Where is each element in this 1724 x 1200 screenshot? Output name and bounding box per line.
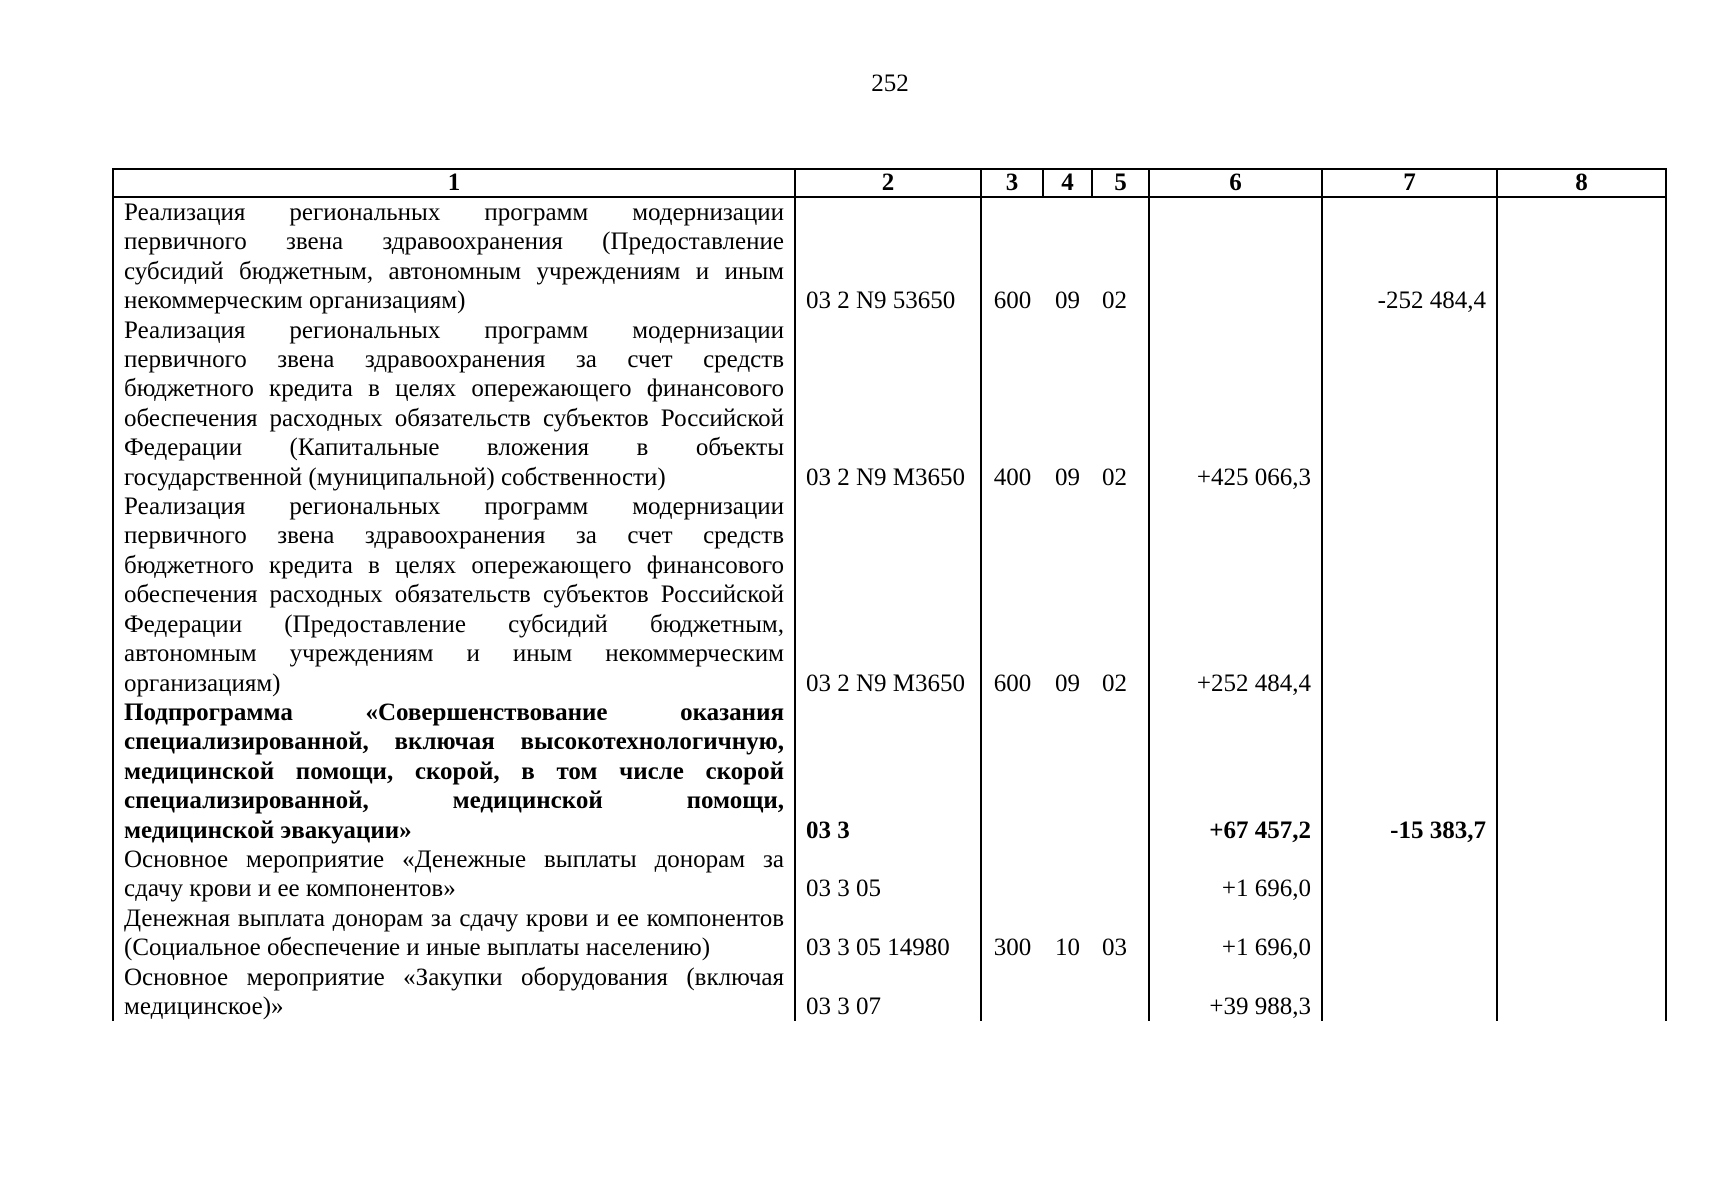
row-expense-type-cell: 600: [981, 492, 1043, 698]
row-name-cell: Реализация региональных программ модернизации первичного звена здравоохранения за счет средств бюджетного кредита в целях опережающего финансового обеспечения расходных обязательств субъектов Российской Федерации (Капитальные вложения в объекты государственной (муниципальной) собственности): [113, 316, 795, 492]
row-subsection-cell: [1092, 845, 1149, 904]
row-value-col8-cell: [1497, 963, 1666, 1022]
table-row: [113, 963, 1666, 1022]
row-name-cell: Подпрограмма «Совершенствование оказания специализированной, включая высокотехнологичную, медицинской помощи, скорой, в том числе скорой специализированной, медицинской помощи, медицинской эвакуации»: [113, 698, 795, 845]
row-name-cell: Денежная выплата донорам за сдачу крови и ее компонентов (Социальное обеспечение и иные выплаты населению): [113, 904, 795, 963]
row-value-col6-cell: [1149, 197, 1322, 316]
table-row: [113, 904, 1666, 963]
row-value-col7-cell: [1322, 316, 1497, 492]
row-value-col6-cell: +1 696,0: [1149, 845, 1322, 904]
row-value-col6-cell: +1 696,0: [1149, 904, 1322, 963]
row-value-col7-cell: [1322, 492, 1497, 698]
row-name-cell: Основное мероприятие «Закупки оборудования (включая медицинское)»: [113, 963, 795, 1022]
row-value-col8-cell: [1497, 698, 1666, 845]
row-subsection-cell: 02: [1092, 316, 1149, 492]
row-value-col6-cell: +67 457,2: [1149, 698, 1322, 845]
row-subsection-cell: 02: [1092, 197, 1149, 316]
row-subsection-cell: [1092, 698, 1149, 845]
row-value-col6-cell: +425 066,3: [1149, 316, 1322, 492]
page-number: 252: [871, 70, 909, 97]
row-value-col7-cell: -252 484,4: [1322, 197, 1497, 316]
row-expense-type-cell: 300: [981, 904, 1043, 963]
row-value-col7-cell: [1322, 845, 1497, 904]
column-header: 8: [1497, 169, 1666, 197]
row-code-cell: 03 3 05: [795, 845, 981, 904]
row-code-cell: 03 3 07: [795, 963, 981, 1022]
row-code-cell: 03 3 05 14980: [795, 904, 981, 963]
row-value-col8-cell: [1497, 904, 1666, 963]
row-section-cell: [1043, 698, 1092, 845]
row-value-col8-cell: [1497, 492, 1666, 698]
table-row: [113, 845, 1666, 904]
row-value-col6-cell: +252 484,4: [1149, 492, 1322, 698]
row-subsection-cell: [1092, 963, 1149, 1022]
row-value-col7-cell: [1322, 904, 1497, 963]
column-header: 2: [795, 169, 981, 197]
table-row: [113, 197, 1666, 316]
row-section-cell: 09: [1055, 669, 1080, 697]
row-name-cell: Реализация региональных программ модернизации первичного звена здравоохранения (Предоставление субсидий бюджетным, автономным учреждениям и иным некоммерческим организациям): [113, 197, 795, 316]
row-value-col8-cell: [1497, 316, 1666, 492]
column-header: 5: [1092, 169, 1149, 197]
row-expense-type-cell: [981, 845, 1043, 904]
table-header-row: [113, 169, 1666, 197]
budget-table: [112, 168, 1667, 1021]
row-value-col7-cell: -15 383,7: [1322, 698, 1497, 845]
table-row: [113, 698, 1666, 845]
row-value-col8-cell: [1497, 845, 1666, 904]
row-code-cell: 03 3: [795, 698, 981, 845]
column-header: 4: [1043, 169, 1092, 197]
row-value-col8-cell: [1497, 197, 1666, 316]
column-header: 1: [113, 169, 795, 197]
row-name-cell: Основное мероприятие «Денежные выплаты донорам за сдачу крови и ее компонентов»: [113, 845, 795, 904]
table-row: [113, 492, 1666, 698]
column-header: 6: [1149, 169, 1322, 197]
row-expense-type-cell: 600: [981, 197, 1043, 316]
row-section-cell: 09: [1055, 287, 1080, 315]
row-expense-type-cell: [981, 963, 1043, 1022]
table-body: [113, 197, 1666, 1021]
row-subsection-cell: 02: [1092, 492, 1149, 698]
row-expense-type-cell: 400: [981, 316, 1043, 492]
column-header: 7: [1322, 169, 1497, 197]
row-code-cell: 03 2 N9 53650: [795, 197, 981, 316]
row-section-cell: [1043, 963, 1092, 1022]
row-section-cell: 10: [1055, 934, 1080, 962]
row-subsection-cell: 03: [1092, 904, 1149, 963]
table-row: [113, 316, 1666, 492]
row-expense-type-cell: [981, 698, 1043, 845]
row-name-cell: Реализация региональных программ модернизации первичного звена здравоохранения за счет средств бюджетного кредита в целях опережающего финансового обеспечения расходных обязательств субъектов Российской Федерации (Предоставление субсидий бюджетным, автономным учреждениям и иным некоммерческим организациям): [113, 492, 795, 698]
row-code-cell: 03 2 N9 M3650: [795, 492, 981, 698]
column-header: 3: [981, 169, 1043, 197]
row-value-col6-cell: +39 988,3: [1149, 963, 1322, 1022]
row-section-cell: 09: [1055, 463, 1080, 491]
row-section-cell: [1043, 845, 1092, 904]
row-value-col7-cell: [1322, 963, 1497, 1022]
row-code-cell: 03 2 N9 M3650: [795, 316, 981, 492]
